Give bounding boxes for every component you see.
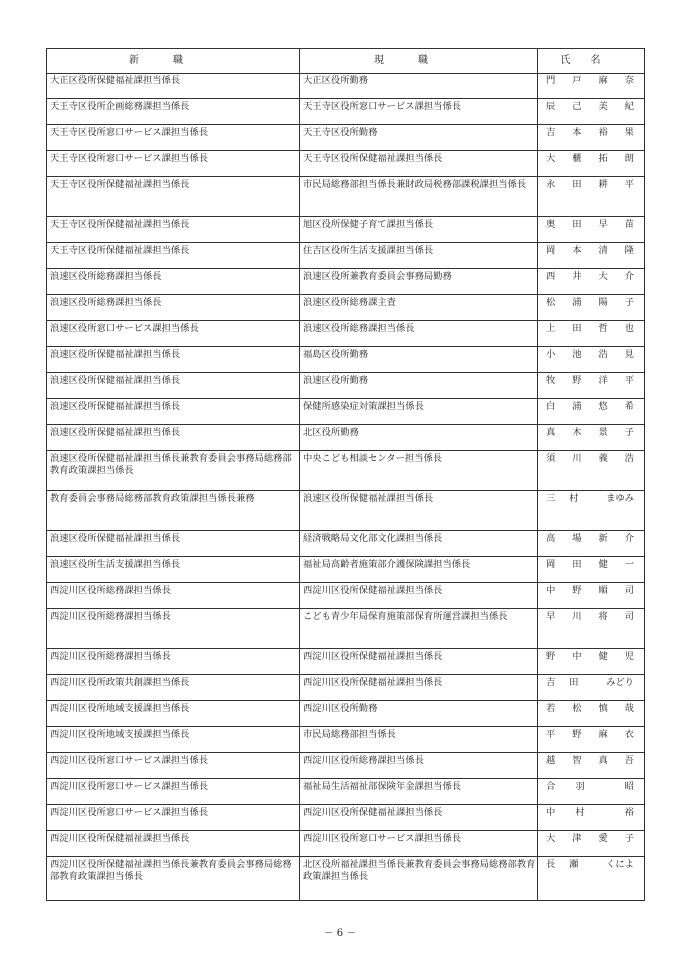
name-cell	[544, 321, 642, 335]
current-post-cell: 大正区役所勤務	[303, 75, 369, 86]
current-post-cell: 浪速区役所兼教育委員会事務局勤務	[303, 271, 452, 282]
table-row	[47, 151, 644, 177]
current-post-cell: 天王寺区役所保健福祉課担当係長	[303, 153, 443, 164]
current-post-cell: 西淀川区役所窓口サービス課担当係長	[303, 833, 462, 844]
name-char: 平	[624, 179, 634, 190]
name-char: 野	[546, 651, 556, 662]
name-cell	[544, 753, 642, 767]
name-char: 景	[598, 427, 608, 438]
name-char: 浩	[598, 349, 608, 360]
name-char: 田	[572, 219, 582, 230]
new-post-cell: 浪速区役所保健福祉課担当係長	[50, 533, 181, 544]
table-row	[47, 373, 644, 399]
current-post-cell: 福祉局生活福祉部保険年金課担当係長	[303, 781, 462, 792]
name-char: 希	[624, 401, 634, 412]
name-char: 田	[572, 559, 582, 570]
name-char: 岡	[546, 559, 556, 570]
current-post-cell: 西淀川区役所保健福祉課担当係長	[303, 651, 443, 662]
current-post-cell: 浪速区役所総務課担当係長	[303, 323, 415, 334]
name-cell	[544, 491, 642, 505]
table-row	[47, 831, 644, 857]
name-char: 愛	[598, 833, 608, 844]
name-char: 本	[572, 127, 582, 138]
name-char: 隆	[624, 245, 634, 256]
new-post-cell: 西淀川区役所窓口サービス課担当係長	[50, 807, 209, 818]
name-char: 羽	[575, 781, 585, 792]
name-cell	[544, 373, 642, 387]
name-char: 健	[598, 651, 608, 662]
name-char: 永	[546, 179, 556, 190]
name-char: 浩	[624, 453, 634, 464]
name-char: 村	[569, 493, 579, 504]
current-post-cell: 西淀川区役所保健福祉課担当係長	[303, 585, 443, 596]
name-char: 順	[598, 585, 608, 596]
new-post-cell: 天王寺区役所窓口サービス課担当係長	[50, 127, 209, 138]
new-post-cell: 浪速区役所保健福祉課担当係長	[50, 427, 181, 438]
name-char: 野	[572, 375, 582, 386]
current-post-cell: 住吉区役所生活支援課担当係長	[303, 245, 434, 256]
name-char: 哉	[624, 703, 634, 714]
name-char: 川	[572, 611, 582, 622]
name-char: 麻	[598, 75, 608, 86]
table-row	[47, 701, 644, 727]
name-cell	[544, 177, 642, 191]
name-char: 大	[546, 833, 556, 844]
name-char: 辰	[546, 101, 556, 112]
name-cell	[544, 649, 642, 663]
name-cell	[544, 779, 642, 793]
table-row	[47, 347, 644, 373]
table-row	[47, 321, 644, 347]
new-post-cell: 西淀川区役所保健福祉課担当係長	[50, 833, 190, 844]
name-char: 瀬	[569, 859, 579, 870]
current-post-cell: 西淀川区役所保健福祉課担当係長	[303, 807, 443, 818]
current-post-cell: 市民局総務部担当係長	[303, 729, 396, 740]
new-post-cell: 浪速区役所保健福祉課担当係長兼教育委員会事務局総務部教育政策課担当係長	[50, 453, 292, 476]
name-char: 吉	[546, 127, 556, 138]
new-post-cell: 浪速区役所総務課担当係長	[50, 297, 162, 308]
table-row	[47, 99, 644, 125]
name-char: 子	[624, 427, 634, 438]
name-cell	[544, 217, 642, 231]
name-cell	[544, 701, 642, 715]
table-row	[47, 649, 644, 675]
name-char: 己	[572, 101, 582, 112]
new-post-cell: 教育委員会事務局総務部教育政策課担当係長兼務	[50, 493, 255, 504]
table-row	[47, 727, 644, 753]
name-char: 須	[546, 453, 556, 464]
new-post-cell: 浪速区役所総務課担当係長	[50, 271, 162, 282]
name-cell	[544, 99, 642, 113]
name-char: 奥	[546, 219, 556, 230]
name-cell	[544, 857, 642, 871]
name-cell	[544, 425, 642, 439]
name-char: 吉	[546, 677, 556, 688]
name-char: 松	[572, 703, 582, 714]
new-post-cell: 西淀川区役所保健福祉課担当係長兼教育委員会事務局総務部教育政策課担当係長	[50, 859, 292, 882]
name-char: 田	[569, 677, 579, 688]
name-char: 早	[546, 611, 556, 622]
table-row	[47, 491, 644, 531]
name-char: 新	[598, 533, 608, 544]
new-post-cell: 浪速区役所保健福祉課担当係長	[50, 375, 181, 386]
current-post-cell: 中央こども相談センター担当係長	[303, 453, 443, 464]
name-char: 真	[598, 755, 608, 766]
name-char: 清	[598, 245, 608, 256]
name-char: 也	[624, 323, 634, 334]
name-char: 哲	[598, 323, 608, 334]
new-post-cell: 西淀川区役所総務課担当係長	[50, 651, 171, 662]
table-row	[47, 857, 644, 899]
name-char: 真	[546, 427, 556, 438]
name-cell	[544, 243, 642, 257]
table-row	[47, 779, 644, 805]
name-cell	[544, 125, 642, 139]
name-char: 早	[598, 219, 608, 230]
page-number: － 6 －	[323, 928, 357, 939]
name-char: 岡	[546, 245, 556, 256]
current-post-cell: 西淀川区役所勤務	[303, 703, 378, 714]
current-post-cell: 浪速区役所保健福祉課担当係長	[303, 493, 434, 504]
name-char: 長	[546, 859, 556, 870]
name-char: 洋	[598, 375, 608, 386]
table-row	[47, 531, 644, 557]
name-char: 村	[575, 807, 585, 818]
header-new-post: 新職	[129, 55, 217, 66]
table-row	[47, 73, 644, 99]
name-char: 川	[572, 453, 582, 464]
name-cell	[544, 675, 642, 689]
name-cell	[544, 451, 642, 465]
name-char: 朗	[624, 153, 634, 164]
table-row	[47, 243, 644, 269]
name-char: 苗	[624, 219, 634, 230]
name-char: みどり	[606, 677, 634, 688]
new-post-cell: 西淀川区役所地域支援課担当係長	[50, 729, 190, 740]
name-char: 吾	[624, 755, 634, 766]
table-row	[47, 451, 644, 491]
new-post-cell: 西淀川区役所窓口サービス課担当係長	[50, 781, 209, 792]
name-char: 木	[572, 427, 582, 438]
name-char: 越	[546, 755, 556, 766]
name-char: 池	[572, 349, 582, 360]
name-char: 田	[572, 179, 582, 190]
current-post-cell: 浪速区役所勤務	[303, 375, 369, 386]
name-char: 司	[624, 611, 634, 622]
name-char: 慎	[598, 703, 608, 714]
new-post-cell: 天王寺区役所窓口サービス課担当係長	[50, 153, 209, 164]
name-char: 井	[572, 271, 582, 282]
name-char: 松	[546, 297, 556, 308]
table-row	[47, 557, 644, 583]
new-post-cell: 大正区役所保健福祉課担当係長	[50, 75, 181, 86]
name-char: 浦	[572, 401, 582, 412]
name-char: 浦	[572, 297, 582, 308]
new-post-cell: 西淀川区役所窓口サービス課担当係長	[50, 755, 209, 766]
name-char: 見	[624, 349, 634, 360]
name-char: まゆみ	[606, 493, 634, 504]
name-char: 果	[624, 127, 634, 138]
name-char: 昭	[624, 781, 634, 792]
current-post-cell: 天王寺区役所勤務	[303, 127, 378, 138]
name-char: 合	[546, 781, 556, 792]
current-post-cell: 天王寺区役所窓口サービス課担当係長	[303, 101, 462, 112]
name-char: 奈	[624, 75, 634, 86]
table-row	[47, 269, 644, 295]
name-cell	[544, 531, 642, 545]
new-post-cell: 浪速区役所保健福祉課担当係長	[50, 349, 181, 360]
table-row	[47, 399, 644, 425]
name-char: 子	[624, 297, 634, 308]
new-post-cell: 天王寺区役所保健福祉課担当係長	[50, 179, 190, 190]
new-post-cell: 浪速区役所保健福祉課担当係長	[50, 401, 181, 412]
name-cell	[544, 269, 642, 283]
name-char: 野	[572, 585, 582, 596]
current-post-cell: 保健所感染症対策課担当係長	[303, 401, 424, 412]
name-char: 子	[624, 833, 634, 844]
name-char: 介	[624, 271, 634, 282]
header-current-post: 現職	[374, 55, 462, 66]
name-char: 義	[598, 453, 608, 464]
name-char: 大	[598, 271, 608, 282]
new-post-cell: 天王寺区役所保健福祉課担当係長	[50, 219, 190, 230]
name-char: 牧	[546, 375, 556, 386]
name-cell	[544, 347, 642, 361]
header-name: 氏名	[560, 55, 621, 66]
name-char: 耕	[598, 179, 608, 190]
table-row	[47, 675, 644, 701]
table-row	[47, 177, 644, 217]
current-post-cell: 西淀川区役所保健福祉課担当係長	[303, 677, 443, 688]
name-char: 一	[624, 559, 634, 570]
name-char: 介	[624, 533, 634, 544]
name-char: 中	[546, 807, 556, 818]
name-char: 平	[546, 729, 556, 740]
name-cell	[544, 399, 642, 413]
current-post-cell: 北区役所勤務	[303, 427, 359, 438]
name-char: 陽	[598, 297, 608, 308]
name-char: 智	[572, 755, 582, 766]
table-row	[47, 125, 644, 151]
name-cell	[544, 805, 642, 819]
name-cell	[544, 583, 642, 597]
table-row	[47, 583, 644, 609]
current-post-cell: 旭区役所保健子育て課担当係長	[303, 219, 434, 230]
name-cell	[544, 557, 642, 571]
name-char: 高	[546, 533, 556, 544]
name-cell	[544, 831, 642, 845]
name-char: 中	[546, 585, 556, 596]
name-char: 若	[546, 703, 556, 714]
name-char: 田	[572, 323, 582, 334]
new-post-cell: 浪速区役所生活支援課担当係長	[50, 559, 181, 570]
name-cell	[544, 73, 642, 87]
name-char: 裕	[598, 127, 608, 138]
name-char: 中	[572, 651, 582, 662]
current-post-cell: 浪速区役所総務課主査	[303, 297, 396, 308]
name-char: 上	[546, 323, 556, 334]
new-post-cell: 西淀川区役所総務課担当係長	[50, 611, 171, 622]
name-char: 健	[598, 559, 608, 570]
name-char: 野	[572, 729, 582, 740]
name-char: 児	[624, 651, 634, 662]
name-char: 麻	[598, 729, 608, 740]
name-char: くによ	[606, 859, 634, 870]
name-char: 美	[598, 101, 608, 112]
table-row	[47, 425, 644, 451]
current-post-cell: 市民局総務部担当係長兼財政局税務部課税課担当係長	[303, 179, 527, 190]
name-char: 本	[572, 245, 582, 256]
name-char: 三	[546, 493, 556, 504]
name-cell	[544, 727, 642, 741]
name-char: 裕	[624, 807, 634, 818]
current-post-cell: 福島区役所勤務	[303, 349, 369, 360]
current-post-cell: 経済戦略局文化部文化課担当係長	[303, 533, 443, 544]
new-post-cell: 浪速区役所窓口サービス課担当係長	[50, 323, 199, 334]
name-char: 悠	[598, 401, 608, 412]
name-char: 門	[546, 75, 556, 86]
new-post-cell: 西淀川区役所地域支援課担当係長	[50, 703, 190, 714]
current-post-cell: 西淀川区役所総務課担当係長	[303, 755, 424, 766]
name-char: 白	[546, 401, 556, 412]
name-cell	[544, 151, 642, 165]
name-char: 小	[546, 349, 556, 360]
name-cell	[544, 295, 642, 309]
name-char: 場	[572, 533, 582, 544]
name-char: 津	[572, 833, 582, 844]
current-post-cell: 福祉局高齢者施策部介護保険課担当係長	[303, 559, 471, 570]
table-row	[47, 217, 644, 243]
name-char: 紀	[624, 101, 634, 112]
table-row	[47, 753, 644, 779]
current-post-cell: 北区役所福祉課担当係長兼教育委員会事務局総務部教育政策課担当係長	[303, 859, 536, 882]
name-char: 櫃	[572, 153, 582, 164]
personnel-table	[46, 48, 645, 901]
name-cell	[544, 609, 642, 623]
name-char: 大	[546, 153, 556, 164]
new-post-cell: 西淀川区役所政策共創課担当係長	[50, 677, 190, 688]
table-row	[47, 609, 644, 649]
name-char: 拓	[598, 153, 608, 164]
name-char: 将	[598, 611, 608, 622]
new-post-cell: 西淀川区役所総務課担当係長	[50, 585, 171, 596]
new-post-cell: 天王寺区役所保健福祉課担当係長	[50, 245, 190, 256]
name-char: 戸	[572, 75, 582, 86]
table-row	[47, 805, 644, 831]
current-post-cell: こども青少年局保育施策部保育所運営課担当係長	[303, 611, 508, 622]
name-char: 衣	[624, 729, 634, 740]
name-char: 平	[624, 375, 634, 386]
name-char: 司	[624, 585, 634, 596]
table-row	[47, 295, 644, 321]
name-char: 西	[546, 271, 556, 282]
new-post-cell: 天王寺区役所企画総務課担当係長	[50, 101, 190, 112]
